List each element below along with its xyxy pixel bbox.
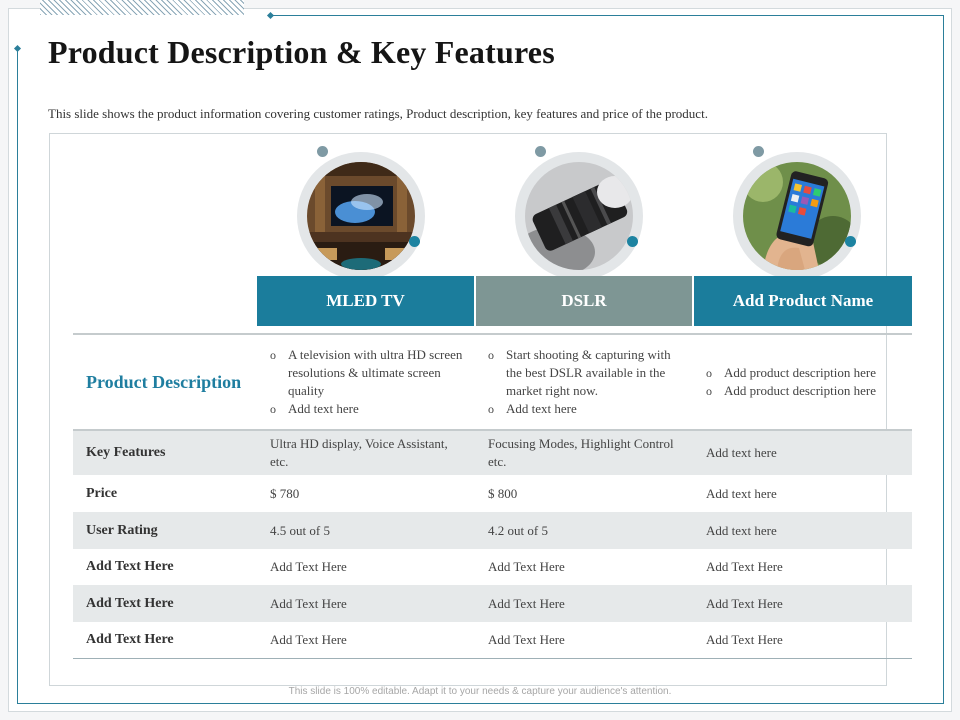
table-cell: Add Text Here	[488, 559, 565, 574]
frame-line-left	[17, 48, 18, 704]
table-cell: Add Text Here	[706, 631, 783, 647]
table-cell: Add Text Here	[488, 631, 565, 647]
list-item: o Add text here	[488, 400, 684, 418]
table-cell: $ 800	[488, 485, 518, 501]
frame-line-right	[943, 15, 944, 703]
table-cell: Add Text Here	[270, 559, 347, 574]
table-cell: Focusing Modes, Highlight Control etc.	[474, 430, 692, 475]
table-cell: Add Text Here	[692, 585, 912, 622]
table-row	[73, 512, 912, 549]
table-row-description	[73, 334, 912, 430]
product-image-3	[733, 152, 861, 280]
table-row	[73, 622, 912, 658]
product-image-1	[297, 152, 425, 280]
row-label: Add Text Here	[86, 631, 174, 647]
camera-lens-photo	[525, 162, 633, 270]
description-label: Product Description	[86, 371, 242, 392]
table-row	[73, 585, 912, 622]
table-row	[73, 430, 912, 475]
product-header-mled-tv: MLED TV	[257, 276, 474, 326]
slide-subtitle: This slide shows the product information covering customer ratings, Product description, key features and price of the product.	[48, 106, 708, 121]
product-header-add-product-name: Add Product Name	[694, 276, 912, 326]
table-cell: Add Text Here	[706, 559, 783, 574]
list-item: o A television with ultra HD screen resolutions & ultimate screen quality	[270, 346, 466, 400]
table-row	[73, 549, 912, 585]
table-cell: Add text here	[692, 430, 912, 475]
list-item: o Add text here	[270, 400, 466, 418]
list-item: o Add product description here	[706, 382, 904, 400]
frame-line-top	[270, 15, 944, 16]
table-cell: Add Text Here	[270, 631, 347, 647]
table-row	[73, 475, 912, 512]
row-label: Price	[86, 485, 118, 501]
slide-title: Product Description & Key Features	[48, 34, 555, 70]
table-cell: Add text here	[706, 485, 777, 501]
table-cell: Add Text Here	[474, 585, 692, 622]
television-photo	[307, 162, 415, 270]
row-label: Key Features	[73, 430, 256, 475]
table-cell: $ 780	[270, 485, 300, 501]
table-cell: Add text here	[692, 512, 912, 549]
product-image-2	[515, 152, 643, 280]
hatch-decoration	[40, 0, 244, 15]
product-spec-table	[73, 333, 912, 659]
footer-note: This slide is 100% editable. Adapt it to your needs & capture your audience's attention.	[288, 686, 672, 697]
table-cell: Ultra HD display, Voice Assistant, etc.	[256, 430, 474, 475]
smartphone-photo	[743, 162, 851, 270]
product-header-dslr: DSLR	[476, 276, 692, 326]
row-label: User Rating	[73, 512, 256, 549]
row-label: Add Text Here	[73, 585, 256, 622]
table-cell: Add Text Here	[256, 585, 474, 622]
list-item: o Start shooting & capturing with the best DSLR available in the market right now.	[488, 346, 684, 400]
table-cell: 4.2 out of 5	[474, 512, 692, 549]
table-cell: 4.5 out of 5	[256, 512, 474, 549]
row-label: Add Text Here	[86, 559, 174, 574]
frame-line-bottom	[17, 703, 944, 704]
list-item: o Add product description here	[706, 364, 904, 382]
